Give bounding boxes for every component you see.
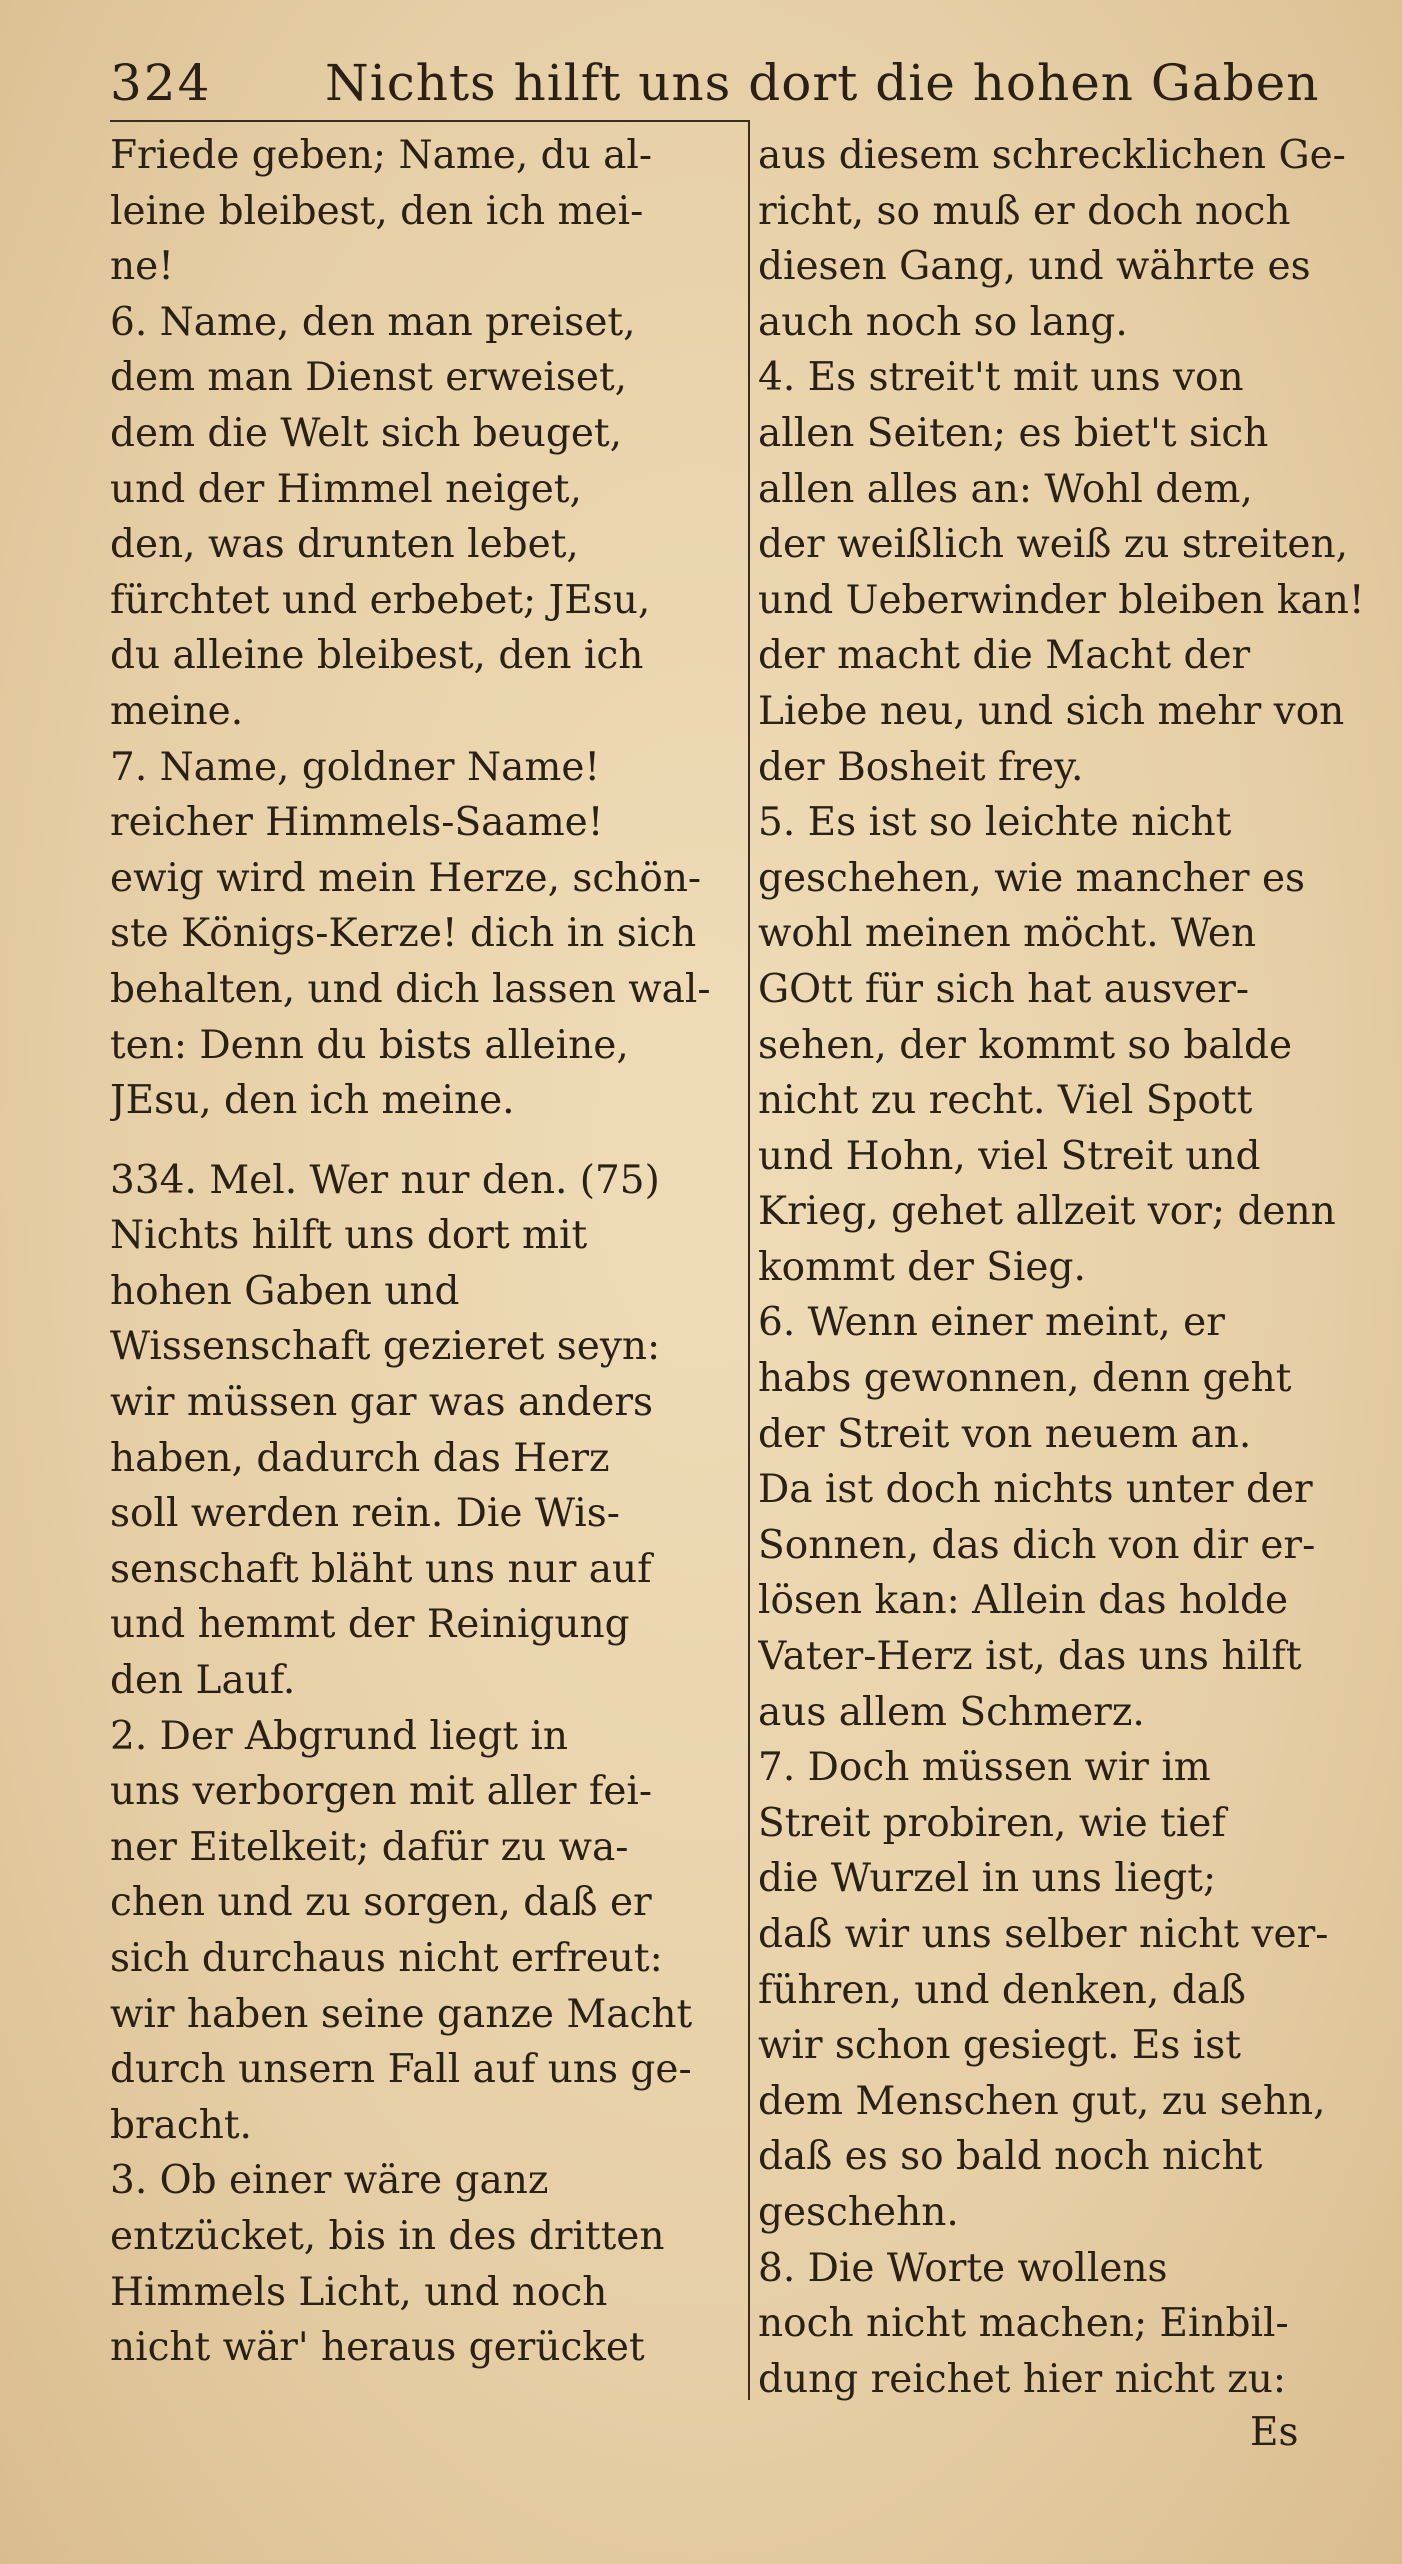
text-line: hohen Gaben und	[110, 1268, 460, 1314]
text-line: wir haben seine ganze Macht	[110, 1991, 693, 2037]
text-line: daß wir uns selber nicht ver-	[758, 1912, 1329, 1957]
text-line: auch noch so lang.	[758, 299, 1128, 345]
text-line: kommt der Sieg.	[758, 1244, 1086, 1290]
text-line: aus diesem schrecklichen Ge-	[758, 133, 1346, 178]
page-number: 324	[110, 54, 212, 112]
text-line: diesen Gang, und währte es	[758, 244, 1311, 290]
text-line: noch nicht machen; Einbil-	[758, 2301, 1289, 2347]
text-line: Wissenschaft gezieret seyn:	[110, 1324, 661, 1370]
text-line: allen Seiten; es biet't sich	[758, 410, 1269, 456]
text-line: und hemmt der Reinigung	[110, 1602, 630, 1648]
column-divider	[748, 120, 750, 2400]
text-line: dem man Dienst erweiset,	[110, 355, 628, 401]
text-line: sehen, der kommt so balde	[758, 1022, 1293, 1068]
text-line: 3. Ob einer wäre ganz	[110, 2158, 549, 2204]
text-line: senschaft bläht uns nur auf	[110, 1546, 652, 1592]
text-line: der macht die Macht der	[758, 633, 1251, 679]
text-line: GOtt für sich hat ausver-	[758, 966, 1250, 1012]
text-line: 5. Es ist so leichte nicht	[758, 800, 1232, 846]
text-line: Da ist doch nichts unter der	[758, 1467, 1313, 1513]
text-line: Himmels Licht, und noch	[110, 2269, 608, 2315]
text-line: uns verborgen mit aller fei-	[110, 1769, 653, 1815]
text-line: ten: Denn du bists alleine,	[110, 1022, 629, 1068]
text-line: nicht zu recht. Viel Spott	[758, 1078, 1253, 1124]
text-line: bracht.	[110, 2102, 252, 2148]
text-line: entzücket, bis in des dritten	[110, 2213, 665, 2259]
text-line: die Wurzel in uns liegt;	[758, 1856, 1217, 1902]
text-line: 6. Name, den man preiset,	[110, 299, 636, 345]
text-line: 2. Der Abgrund liegt in	[110, 1713, 568, 1759]
text-line: JEsu, den ich meine.	[110, 1078, 515, 1124]
text-line: der Bosheit frey.	[758, 744, 1084, 790]
right-column	[758, 128, 1370, 2407]
text-line: und Ueberwinder bleiben kan!	[758, 577, 1365, 623]
page-header	[110, 40, 1320, 120]
text-line: den, was drunten lebet,	[110, 522, 579, 568]
hymn-title: 334. Mel. Wer nur den. (75)	[110, 1157, 660, 1203]
text-line: der weißlich weiß zu streiten,	[758, 522, 1348, 568]
text-line: 7. Name, goldner Name!	[110, 744, 601, 790]
text-line: ewig wird mein Herze, schön-	[110, 855, 702, 901]
text-line: chen und zu sorgen, daß er	[110, 1880, 652, 1926]
text-line: allen alles an: Wohl dem,	[758, 466, 1253, 512]
text-line: behalten, und dich lassen wal-	[110, 966, 711, 1012]
text-line: dem die Welt sich beuget,	[110, 410, 622, 456]
text-line: nicht wär' heraus gerücket	[110, 2325, 645, 2371]
text-line: du alleine bleibest, den ich	[110, 633, 644, 679]
left-text-block-1	[110, 128, 742, 1129]
right-text-block	[758, 128, 1370, 2407]
text-line: meine.	[110, 688, 244, 734]
text-line: habs gewonnen, denn geht	[758, 1356, 1292, 1402]
text-line: fürchtet und erbebet; JEsu,	[110, 577, 651, 623]
text-line: geschehen, wie mancher es	[758, 855, 1306, 901]
text-line: und Hohn, viel Streit und	[758, 1133, 1261, 1179]
text-line: daß es so bald noch nicht	[758, 2134, 1263, 2180]
text-line: leine bleibest, den ich mei-	[110, 188, 644, 234]
text-line: aus allem Schmerz.	[758, 1689, 1145, 1735]
text-line: 4. Es streit't mit uns von	[758, 355, 1244, 401]
text-line: wohl meinen möcht. Wen	[758, 911, 1257, 957]
text-line: 8. Die Worte wollens	[758, 2245, 1168, 2291]
text-line: ner Eitelkeit; dafür zu wa-	[110, 1824, 629, 1870]
text-line: wir schon gesiegt. Es ist	[758, 2023, 1241, 2069]
header-rule	[110, 120, 750, 122]
text-line: Sonnen, das dich von dir er-	[758, 1522, 1316, 1568]
running-head: Nichts hilft uns dort die hohen Gaben	[325, 54, 1320, 112]
left-column	[110, 128, 742, 2376]
text-line: führen, und denken, daß	[758, 1967, 1246, 2013]
text-line: geschehn.	[758, 2189, 959, 2235]
text-line: Krieg, gehet allzeit vor; denn	[758, 1189, 1336, 1235]
text-line: der Streit von neuem an.	[758, 1411, 1252, 1457]
text-line: haben, dadurch das Herz	[110, 1435, 610, 1481]
text-line: dung reichet hier nicht zu:	[758, 2356, 1287, 2402]
text-line: 7. Doch müssen wir im	[758, 1745, 1211, 1791]
text-line: durch unsern Fall auf uns ge-	[110, 2047, 692, 2093]
text-line: und der Himmel neiget,	[110, 466, 582, 512]
text-line: 6. Wenn einer meint, er	[758, 1300, 1225, 1346]
text-line: richt, so muß er doch noch	[758, 188, 1291, 234]
text-line: reicher Himmels-Saame!	[110, 800, 604, 846]
text-line: lösen kan: Allein das holde	[758, 1578, 1289, 1624]
text-line: soll werden rein. Die Wis-	[110, 1491, 620, 1537]
text-line: wir müssen gar was anders	[110, 1380, 653, 1426]
text-line: sich durchaus nicht erfreut:	[110, 1936, 663, 1981]
text-line: Friede geben; Name, du al-	[110, 133, 653, 178]
text-line: Vater-Herz ist, das uns hilft	[758, 1634, 1302, 1680]
text-line: Nichts hilft uns dort mit	[110, 1213, 588, 1259]
text-line: den Lauf.	[110, 1658, 296, 1704]
text-line: ste Königs-Kerze! dich in sich	[110, 911, 697, 957]
text-line: ne!	[110, 244, 174, 290]
text-line: Streit probiren, wie tief	[758, 1800, 1226, 1846]
catchword: Es	[1250, 2410, 1299, 2455]
text-line: dem Menschen gut, zu sehn,	[758, 2078, 1326, 2124]
left-text-block-2	[110, 1208, 742, 2375]
text-line: Liebe neu, und sich mehr von	[758, 688, 1345, 734]
